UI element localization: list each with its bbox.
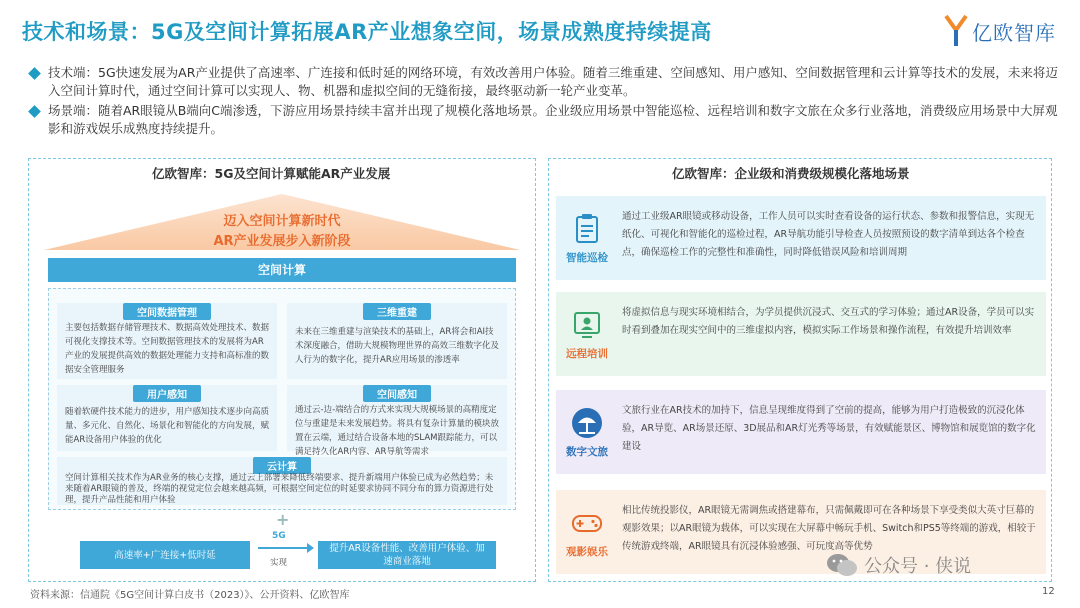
- card-icon-wrap: [556, 490, 618, 574]
- page-title: 技术和场景：5G及空间计算拓展AR产业想象空间，场景成熟度持续提高: [22, 20, 712, 44]
- box-title: 云计算: [253, 457, 311, 474]
- tech-grid: [48, 288, 516, 510]
- card-label: 观影娱乐: [566, 545, 608, 558]
- logo-icon: [944, 14, 968, 48]
- box-text: 未来在三维重建与渲染技术的基础上，AR将会和AI技术深度融合，借助大规模物理世界的高效三维数字化及人行为的数字化，提升AR应用场景的渗透率: [295, 327, 500, 365]
- box-title: 空间数据管理: [123, 303, 211, 320]
- card-text: 通过工业级AR眼镜或移动设备，工作人员可以实时查看设备的运行状态、参数和报警信息，实现无纸化、可视化和智能化的巡检过程，AR导航功能引导检查人员按照预设的数字清单到达各个检查点，确保巡检工作的完整性和准确性，同时降低错误风险和培训周期: [622, 211, 1035, 258]
- 5g-tag: 5G: [272, 531, 286, 541]
- logo-text: 亿欧智库: [972, 20, 1056, 45]
- roof-line-2: AR产业发展步入新阶段: [213, 234, 351, 249]
- roof-line-1: 迈入空间计算新时代: [223, 214, 341, 229]
- bullet-text: 技术端：5G快速发展为AR产业提供了高速率、广连接和低时延的网络环境，有效改善用户体验。随着三维重建、空间感知、用户感知、空间数据管理和云计算等技术的发展，未来将迈入空间计算时代，通过空间计算可以实现人、物、机器和虚拟空间的无缝衔接，最终驱动新一轮产业变革。: [48, 65, 1058, 98]
- bullet-diamond-icon: [28, 105, 41, 118]
- bullet-tech: [30, 64, 1060, 100]
- box-user-perception: [57, 385, 277, 451]
- plus-icon: +: [276, 510, 290, 529]
- gamepad-icon: [570, 506, 604, 540]
- remote-training-icon: [570, 308, 604, 342]
- beach-umbrella-icon: [570, 406, 604, 440]
- outcome-box: 提升AR设备性能、改善用户体验、加速商业落地: [318, 541, 496, 569]
- bullet-diamond-icon: [28, 67, 41, 80]
- card-label: 数字文旅: [566, 445, 608, 458]
- box-text: 主要包括数据存储管理技术、数据高效处理技术、数据可视化支撑技术等。空间数据管理技术的发展将为AR产业的发展提供高效的数据处理能力支持和高标准的数据安全管理服务: [65, 323, 270, 375]
- card-text: 将虚拟信息与现实环境相结合，为学员提供沉浸式、交互式的学习体验；通过AR设备，学员可以实时看到叠加在现实空间中的三维虚拟内容，模拟实际工作场景和操作流程，有效提升培训效率: [622, 307, 1035, 336]
- box-data-management: [57, 303, 277, 379]
- right-panel-title: 亿欧智库：企业级和消费级规模化落地场景: [672, 166, 910, 181]
- card-icon-wrap: [556, 196, 618, 280]
- wechat-icon: [826, 552, 858, 578]
- card-label: 远程培训: [566, 347, 608, 360]
- wechat-watermark: [826, 552, 971, 578]
- scenario-card-tourism: [556, 390, 1046, 474]
- clipboard-icon: [570, 212, 604, 246]
- bullet-scene: [30, 102, 1060, 138]
- bullet-text: 场景端：随着AR眼镜从B端向C端渗透，下游应用场景持续丰富并出现了规模化落地场景。企业级应用场景中智能巡检、远程培训和数字文旅在众多行业落地，消费级应用场景中大屏观影和游戏娱乐成熟度持续提升。: [48, 103, 1058, 136]
- card-text: 文旅行业在AR技术的加持下，信息呈现维度得到了空前的提高，能够为用户打造极致的沉浸化体验，AR导览、AR场景还原、3D展品和AR灯光秀等场景，有效赋能景区、博物馆和展览馆的数字化建设: [622, 405, 1036, 452]
- network-traits-box: 高速率+广连接+低时延: [80, 541, 250, 569]
- scenario-card-entertainment: [556, 490, 1046, 574]
- card-icon-wrap: [556, 292, 618, 376]
- summary-bullets: [30, 64, 1060, 140]
- box-text: 通过云-边-端结合的方式来实现大规模场景的高精度定位与重建是未来发展趋势。将具有复杂计算量的模块放置在云端，通过结合设备本地的SLAM跟踪能力，可以满足持久化AR内容、AR导航等需求: [295, 405, 500, 457]
- box-title: 空间感知: [363, 385, 431, 402]
- scenario-card-training: [556, 292, 1046, 376]
- left-panel-title: 亿欧智库：5G及空间计算赋能AR产业发展: [152, 166, 391, 181]
- source-note: 资料来源：信通院《5G空间计算白皮书（2023）》、公开资料、亿欧智库: [30, 590, 350, 601]
- card-label: 智能巡检: [566, 251, 608, 264]
- brand-logo: [944, 12, 1068, 50]
- card-icon-wrap: [556, 390, 618, 474]
- box-text: 随着软硬件技术能力的进步，用户感知技术逐步向高质量、多元化、自然化、场景化和智能化的方向发展，赋能AR设备用户体验的优化: [65, 407, 270, 445]
- spatial-computing-bar: 空间计算: [48, 258, 516, 282]
- box-cloud-computing: [57, 457, 507, 505]
- watermark-text: 公众号 · 侠说: [864, 556, 972, 577]
- scenario-card-inspection: [556, 196, 1046, 280]
- page-number: 12: [1042, 586, 1055, 597]
- arrow-label: 实现: [270, 558, 288, 568]
- card-text: 相比传统投影仪，AR眼镜无需调焦或搭建幕布，只需佩戴即可在各种场景下享受类似大英寸巨幕的观影效果；以AR眼镜为载体，可以实现在大屏幕中畅玩手机、Switch和PS5等终端的游戏，相较于传统游戏终端，AR眼镜具有沉浸体验感强、可玩度高等优势: [622, 505, 1036, 552]
- box-spatial-perception: [287, 385, 507, 457]
- arrow-right-icon: [258, 547, 308, 549]
- box-3d-reconstruction: [287, 303, 507, 379]
- box-text: 空间计算相关技术作为AR业务的核心支撑，通过云上部署来降低终端要求、提升新端用户体验已成为必然趋势；未来随着AR眼镜的普及，终端的视觉定位会越来越高频，可根据空间定位的时延要求协同不同分布的算力资源进行处理，提升产品性能和用户体验: [65, 473, 494, 505]
- box-title: 三维重建: [363, 303, 431, 320]
- box-title: 用户感知: [133, 385, 201, 402]
